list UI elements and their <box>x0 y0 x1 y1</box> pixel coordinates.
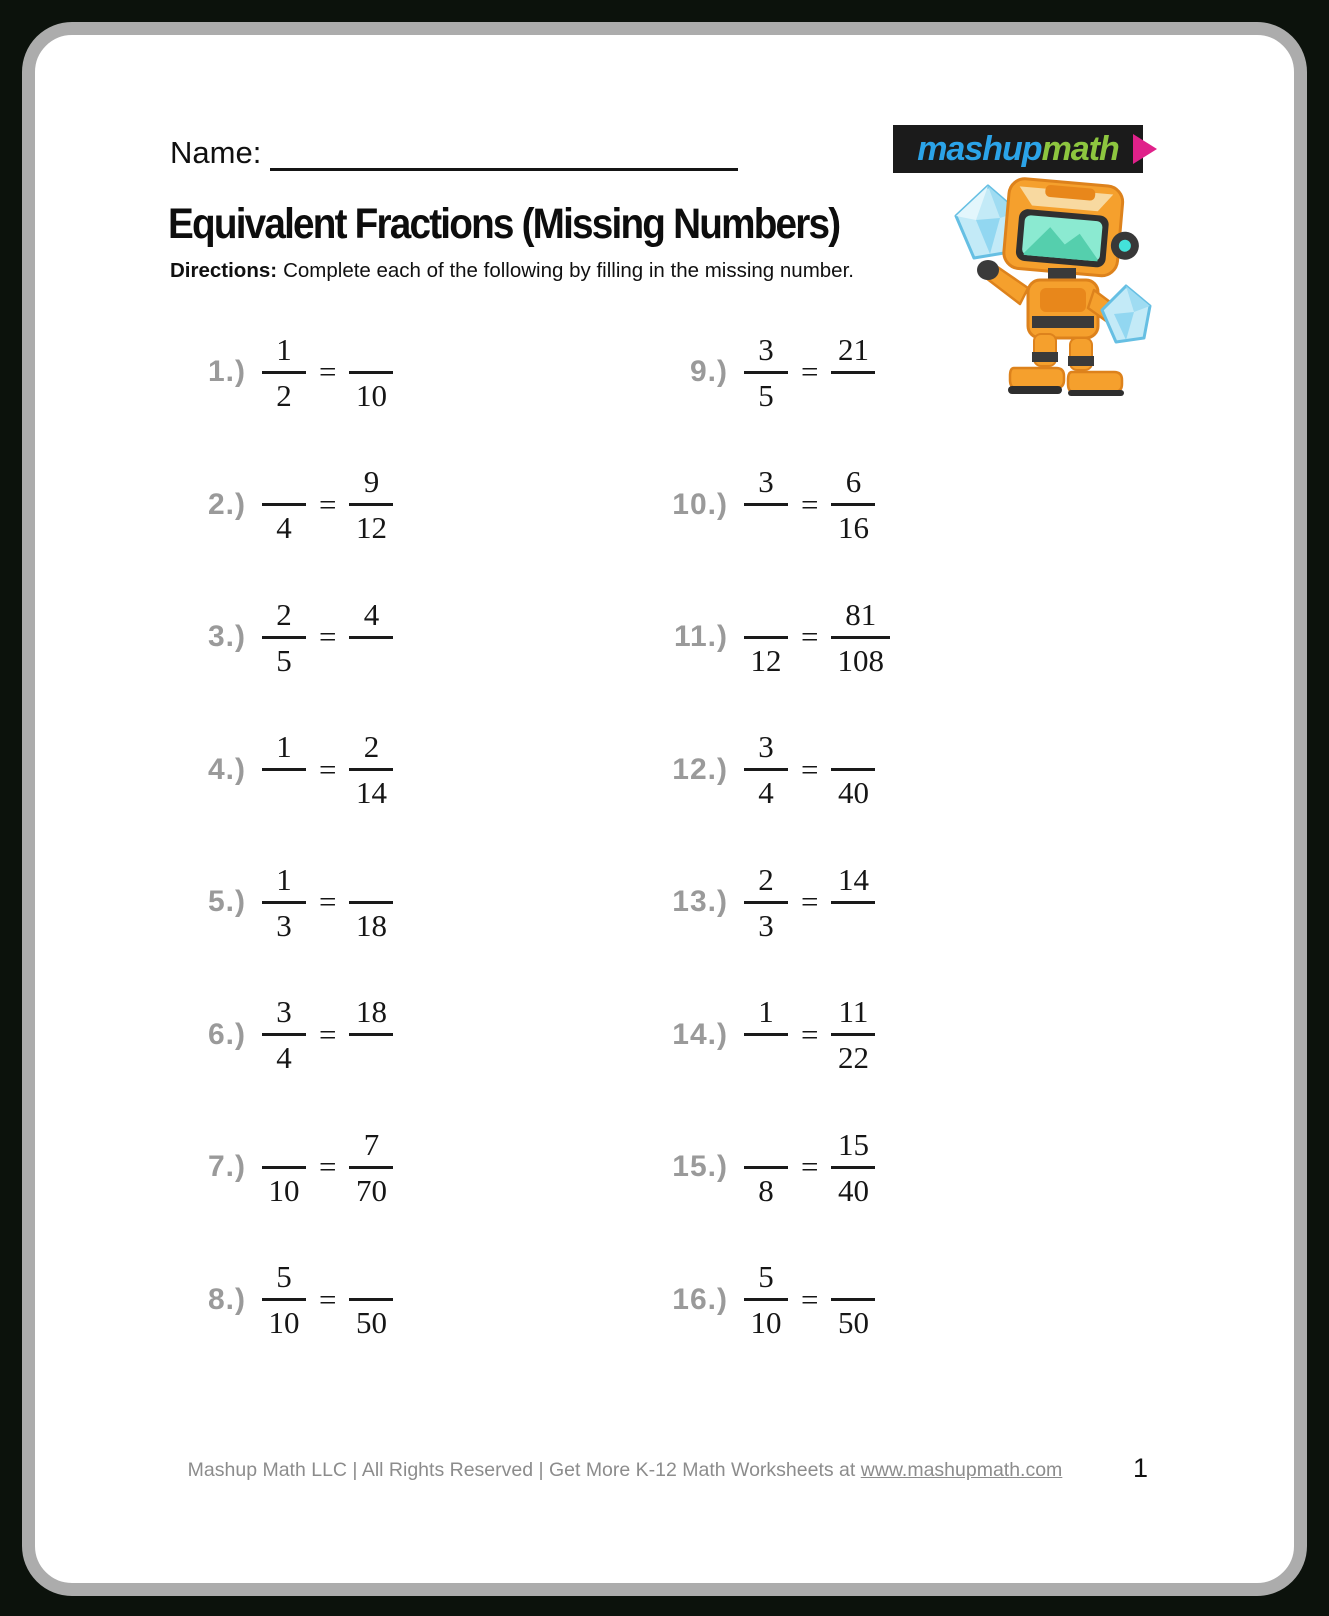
problem-2 <box>170 439 393 572</box>
problem-5 <box>170 836 393 969</box>
equals-sign: = <box>801 486 819 522</box>
denominator: 50 <box>837 1305 869 1341</box>
equals-sign: = <box>319 1149 337 1185</box>
denominator: 12 <box>750 642 782 678</box>
denominator: 108 <box>837 642 884 678</box>
numerator: 2 <box>363 729 380 765</box>
problem-9 <box>628 306 890 439</box>
numerator: 6 <box>845 464 862 500</box>
denominator: 4 <box>276 1040 292 1076</box>
equals-sign: = <box>801 354 819 390</box>
numerator: 18 <box>355 994 387 1030</box>
denominator: 50 <box>355 1305 387 1341</box>
denominator: 3 <box>276 907 292 943</box>
logo-math-word: math <box>1041 129 1119 168</box>
robot-mascot-illustration <box>930 168 1170 396</box>
denominator: 5 <box>276 642 292 678</box>
directions-text: Complete each of the following by filling in the missing number. <box>283 259 854 282</box>
numerator: 1 <box>758 994 774 1030</box>
right-fraction <box>349 596 393 676</box>
name-blank-line <box>270 141 738 171</box>
equals-sign: = <box>801 619 819 655</box>
right-fraction <box>831 331 875 411</box>
numerator: 1 <box>276 331 292 367</box>
denominator: 5 <box>758 377 774 413</box>
gem-icon-right <box>1102 286 1150 342</box>
denominator: 16 <box>837 510 869 546</box>
equation <box>262 994 393 1076</box>
equals-sign: = <box>801 1149 819 1185</box>
problem-15 <box>628 1101 890 1234</box>
problem-16 <box>628 1234 890 1367</box>
equation <box>744 994 875 1076</box>
right-fraction <box>349 1126 393 1208</box>
left-fraction <box>744 466 788 543</box>
answer-blank <box>349 639 393 676</box>
right-fraction <box>349 334 393 411</box>
denominator: 4 <box>276 510 292 546</box>
denominator: 22 <box>837 1040 869 1076</box>
right-fraction <box>831 861 875 941</box>
answer-blank <box>349 864 393 901</box>
numerator: 5 <box>276 1259 292 1295</box>
left-fraction <box>262 596 306 678</box>
right-fraction <box>831 994 875 1076</box>
answer-blank <box>744 1129 788 1166</box>
left-fraction <box>262 1129 306 1206</box>
equation <box>262 331 393 413</box>
problem-14 <box>628 969 890 1102</box>
equals-sign: = <box>319 486 337 522</box>
answer-blank <box>262 1129 306 1166</box>
denominator: 18 <box>355 907 387 943</box>
denominator: 3 <box>758 907 774 943</box>
equals-sign: = <box>801 1016 819 1052</box>
worksheet-page <box>22 22 1307 1596</box>
left-fraction <box>744 1129 788 1206</box>
numerator: 3 <box>758 331 774 367</box>
problem-number: 2.) <box>207 487 246 521</box>
problem-number: 7.) <box>207 1150 246 1184</box>
problem-13 <box>628 836 890 969</box>
problem-number: 12.) <box>672 752 728 786</box>
name-row <box>170 135 738 171</box>
problem-number: 6.) <box>207 1017 246 1051</box>
answer-blank <box>349 1036 393 1073</box>
right-fraction <box>831 596 890 678</box>
left-fraction <box>744 1259 788 1341</box>
answer-blank <box>831 904 875 941</box>
left-fraction <box>744 599 788 676</box>
left-fraction <box>262 466 306 546</box>
numerator: 1 <box>276 861 292 897</box>
problems-column-right <box>628 306 890 1366</box>
answer-blank <box>831 374 875 411</box>
left-fraction <box>744 996 788 1073</box>
denominator: 14 <box>355 775 387 811</box>
denominator: 40 <box>837 775 869 811</box>
numerator: 5 <box>758 1259 774 1295</box>
numerator: 7 <box>363 1126 380 1162</box>
problem-number: 5.) <box>207 885 246 919</box>
numerator: 3 <box>758 729 774 765</box>
problem-8 <box>170 1234 393 1367</box>
denominator: 4 <box>758 775 774 811</box>
problem-6 <box>170 969 393 1102</box>
numerator: 11 <box>838 994 869 1030</box>
left-fraction <box>262 861 306 943</box>
right-fraction <box>831 731 875 811</box>
equation <box>744 1259 875 1341</box>
right-fraction <box>349 464 393 546</box>
answer-blank <box>744 1036 788 1073</box>
right-fraction <box>349 729 393 811</box>
denominator: 40 <box>837 1172 869 1208</box>
problem-number: 8.) <box>207 1282 246 1316</box>
equation <box>262 1259 393 1341</box>
numerator: 2 <box>758 861 774 897</box>
right-fraction <box>349 996 393 1073</box>
directions <box>170 259 854 283</box>
numerator: 15 <box>837 1126 869 1162</box>
denominator: 10 <box>750 1305 782 1341</box>
numerator: 1 <box>276 729 292 765</box>
denominator: 10 <box>355 377 387 413</box>
right-fraction <box>349 1261 393 1341</box>
numerator: 3 <box>276 994 292 1030</box>
page-number: 1 <box>1133 1453 1149 1483</box>
problem-7 <box>170 1101 393 1234</box>
equals-sign: = <box>319 1281 337 1317</box>
problem-4 <box>170 704 393 837</box>
problem-number: 10.) <box>672 487 728 521</box>
answer-blank <box>744 506 788 543</box>
left-fraction <box>262 331 306 413</box>
play-icon <box>1133 134 1157 164</box>
equation <box>262 596 393 678</box>
answer-blank <box>831 1261 875 1298</box>
equation <box>262 861 393 943</box>
problem-number: 4.) <box>207 752 246 786</box>
equals-sign: = <box>319 354 337 390</box>
directions-label: Directions: <box>170 259 278 282</box>
answer-blank <box>831 731 875 768</box>
left-fraction <box>262 1259 306 1341</box>
logo-text <box>917 130 1119 169</box>
left-fraction <box>744 861 788 943</box>
answer-blank <box>349 1261 393 1298</box>
left-fraction <box>744 331 788 413</box>
problem-number: 1.) <box>207 355 246 389</box>
equation <box>262 729 393 811</box>
numerator: 9 <box>363 464 380 500</box>
problem-1 <box>170 306 393 439</box>
right-fraction <box>831 1126 875 1208</box>
denominator: 12 <box>355 510 387 546</box>
left-fraction <box>262 731 306 808</box>
problem-number: 11.) <box>673 620 728 654</box>
equals-sign: = <box>319 884 337 920</box>
equation <box>262 464 393 546</box>
equals-sign: = <box>801 1281 819 1317</box>
equation <box>744 1126 875 1208</box>
problem-10 <box>628 439 890 572</box>
numerator: 14 <box>837 861 869 897</box>
equation <box>744 331 875 413</box>
problem-3 <box>170 571 393 704</box>
equals-sign: = <box>319 751 337 787</box>
answer-blank <box>262 466 306 503</box>
problem-number: 16.) <box>672 1282 728 1316</box>
equation <box>744 861 875 943</box>
equation <box>262 1126 393 1208</box>
footer-text: Mashup Math LLC | All Rights Reserved | Get More K-12 Math Worksheets at <box>187 1459 861 1481</box>
problems-column-left <box>170 306 393 1366</box>
equals-sign: = <box>801 751 819 787</box>
equals-sign: = <box>319 619 337 655</box>
equals-sign: = <box>801 884 819 920</box>
numerator: 3 <box>758 464 774 500</box>
denominator: 8 <box>758 1172 774 1208</box>
right-fraction <box>831 464 875 546</box>
name-label: Name: <box>170 135 262 170</box>
denominator: 10 <box>268 1305 300 1341</box>
problem-number: 13.) <box>672 885 728 919</box>
problem-12 <box>628 704 890 837</box>
problem-number: 9.) <box>689 355 728 389</box>
denominator: 10 <box>268 1172 300 1208</box>
numerator: 2 <box>276 596 292 632</box>
equation <box>744 464 875 546</box>
numerator: 81 <box>845 596 877 632</box>
right-fraction <box>831 1261 875 1341</box>
denominator: 70 <box>355 1172 387 1208</box>
answer-blank <box>262 771 306 808</box>
problem-number: 14.) <box>672 1017 728 1051</box>
equation <box>744 729 875 811</box>
answer-blank <box>744 599 788 636</box>
logo-mashup-word: mashup <box>917 129 1042 168</box>
robot-head <box>1003 177 1144 278</box>
right-fraction <box>349 864 393 941</box>
problem-11 <box>628 571 890 704</box>
left-fraction <box>262 994 306 1076</box>
footer-link[interactable]: www.mashupmath.com <box>860 1459 1063 1481</box>
left-fraction <box>744 729 788 811</box>
equation <box>744 596 890 678</box>
problem-number: 3.) <box>207 620 246 654</box>
numerator: 4 <box>363 596 380 632</box>
page-title: Equivalent Fractions (Missing Numbers) <box>168 200 840 248</box>
problem-number: 15.) <box>672 1150 728 1184</box>
denominator: 2 <box>276 377 292 413</box>
equals-sign: = <box>319 1016 337 1052</box>
mashupmath-logo <box>893 125 1143 173</box>
numerator: 21 <box>837 331 869 367</box>
answer-blank <box>349 334 393 371</box>
footer <box>35 1459 1215 1482</box>
